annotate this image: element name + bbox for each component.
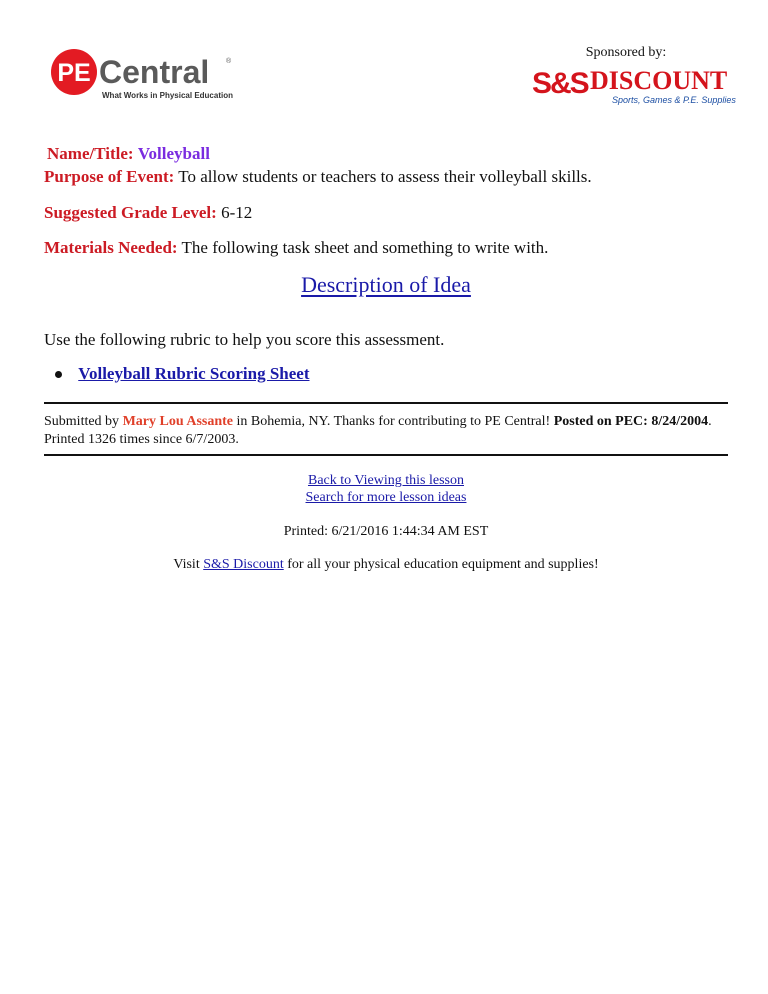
svg-text:S&S: S&S [532,67,588,100]
posted-date: 8/24/2004 [651,414,709,429]
printed-timestamp: Printed: 6/21/2016 1:44:34 AM EST [283,524,489,539]
visit-prefix: Visit [173,557,200,572]
materials-label: Materials Needed: [44,238,178,257]
materials-value: The following task sheet and something to write with. [181,238,549,257]
purpose-row [44,166,592,188]
svg-text:DISCOUNT: DISCOUNT [590,66,728,95]
visit-sponsor-text [44,557,728,573]
search-lessons-link[interactable]: Search for more lesson ideas [305,490,467,505]
svg-text:PE: PE [57,59,91,87]
svg-text:Central: Central [99,54,210,90]
materials-row [44,237,548,259]
ss-discount-link[interactable]: S&S Discount [203,557,284,572]
purpose-label: Purpose of Event: [44,167,175,186]
svg-text:Sports, Games & P.E. Supplies: Sports, Games & P.E. Supplies [612,95,736,105]
submitted-prefix: Submitted by [44,414,120,429]
title-value: Volleyball [137,144,210,163]
posted-label: Posted on PEC: [553,414,648,429]
svg-text:®: ® [226,58,232,65]
submission-info [44,413,728,449]
title-label: Name/Title: [47,144,134,163]
grade-value: 6-12 [221,203,253,222]
sponsor-block [520,45,736,111]
description-heading: Description of Idea [301,272,471,297]
divider-bottom [44,454,728,456]
bullet-icon [55,371,62,378]
svg-text:What Works in Physical Educati: What Works in Physical Education [102,91,233,100]
divider-top [44,402,728,404]
lesson-title-row [47,143,210,165]
footer-links [44,472,728,506]
ss-discount-logo[interactable] [530,61,736,111]
grade-row [44,202,252,224]
sponsor-label: Sponsored by: [585,45,667,60]
pe-central-logo[interactable] [50,48,250,104]
author-name: Mary Lou Assante [122,414,234,429]
back-to-lesson-link[interactable]: Back to Viewing this lesson [307,473,464,488]
description-body: Use the following rubric to help you score this assessment. [44,330,445,349]
printed-count: . Printed 1326 times since 6/7/2003. [44,414,712,447]
purpose-value: To allow students or teachers to assess their volleyball skills. [178,167,592,186]
visit-suffix: for all your physical education equipment and supplies! [287,557,599,572]
grade-label: Suggested Grade Level: [44,203,217,222]
rubric-scoring-sheet-link[interactable]: Volleyball Rubric Scoring Sheet [78,364,310,383]
list-item [55,364,310,384]
page-header [0,0,768,120]
submission-location: in Bohemia, NY. Thanks for contributing to PE Central! [236,414,551,429]
